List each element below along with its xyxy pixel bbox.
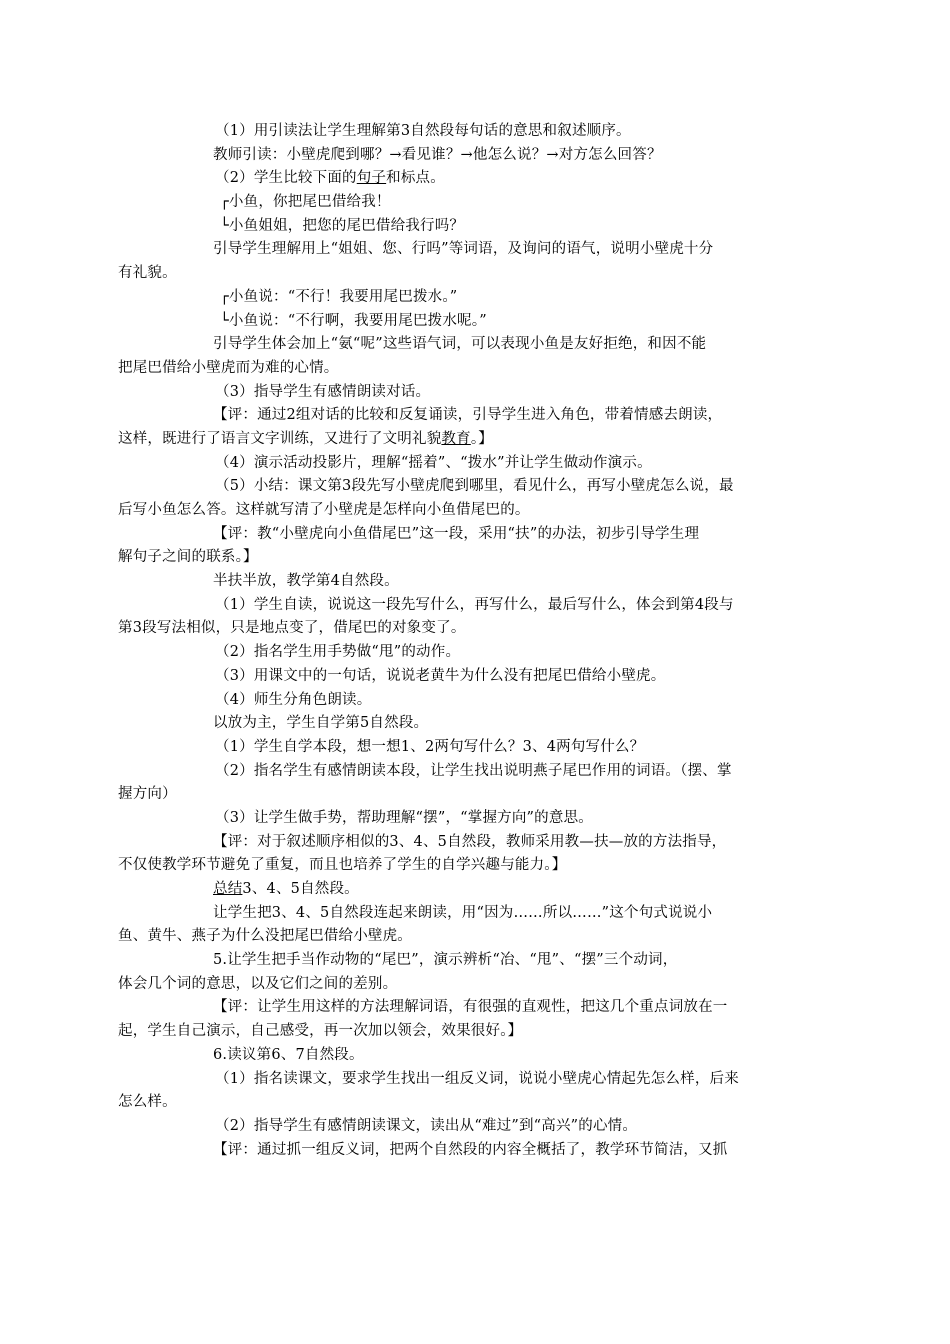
text-line: （4）演示活动投影片，理解“摇着”、“拨水”并让学生做动作演示。	[215, 454, 652, 471]
text-line: 把尾巴借给小壁虎而为难的心情。	[118, 359, 339, 376]
text-line: （3）指导学生有感情朗读对话。	[215, 383, 431, 400]
text-line: 第3段写法相似，只是地点变了，借尾巴的对象变了。	[118, 620, 466, 637]
text-line: 后写小鱼怎么答。这样就写清了小壁虎是怎样向小鱼借尾巴的。	[118, 502, 530, 518]
text-segment: （2）学生比较下面的	[215, 170, 357, 187]
comment-line: 解句子之间的联系。】	[118, 549, 258, 566]
text-line	[118, 878, 808, 902]
text-line: 引导学生体会加上“氨“呢”这些语气词，可以表现小鱼是友好拒绝，和因不能	[213, 336, 707, 353]
comment-line: 【评：让学生用这样的方法理解词语，有很强的直观性，把这几个重点词放在一	[213, 999, 728, 1016]
text-line: 让学生把3、4、5自然段连起来朗读，用“因为……所以……”这个句式说说小	[213, 904, 713, 921]
underlined-link-jiaoyu[interactable]: 教育	[441, 430, 471, 447]
text-line: 6.读议第6、7自然段。	[213, 1046, 364, 1063]
underlined-link-juzi[interactable]: 句子	[356, 170, 387, 187]
text-line: └小鱼说：“不行啊，我要用尾巴拨水呢。”	[220, 312, 487, 329]
text-line: 握方向）	[118, 786, 177, 803]
text-line: （1）指名读课文，要求学生找出一组反义词，说说小壁虎心情起先怎么样，后来	[215, 1070, 739, 1087]
text-line: ┌小鱼，你把尾巴借给我！	[220, 194, 391, 211]
text-segment: 。】	[470, 430, 493, 447]
text-line: 5.让学生把手当作动物的“尾巴”，演示辨析“冶、“甩”、“摆”三个动词，	[213, 952, 678, 969]
text-line: （1）学生自学本段，想一想1、2两句写什么？3、4两句写什么？	[215, 738, 645, 755]
text-line: （1）学生自读，说说这一段先写什么，再写什么，最后写什么，体会到第4段与	[215, 596, 734, 613]
text-line: 体会几个词的意思，以及它们之间的差别。	[118, 975, 398, 992]
comment-line: 【评：教“小壁虎向小鱼借尾巴”这一段，采用“扶”的办法，初步引导学生理	[213, 525, 700, 542]
comment-line: 不仅使教学环节避免了重复，而且也培养了学生的自学兴趣与能力。】	[118, 857, 567, 874]
underlined-link-zongjie[interactable]: 总结	[213, 881, 243, 897]
text-segment: 和标点。	[386, 170, 445, 187]
text-line: 教师引读：小壁虎爬到哪？→看见谁？→他怎么说？→对方怎么回答？	[213, 146, 662, 163]
comment-line: 【评：通过2组对话的比较和反复诵读，引导学生进入角色，带着情感去朗读，	[213, 407, 723, 424]
text-line: （3）用课文中的一句话，说说老黄牛为什么没有把尾巴借给小壁虎。	[215, 667, 666, 684]
text-segment: 3、4、5自然段。	[242, 881, 359, 897]
text-line: └小鱼姐姐，把您的尾巴借给我行吗？	[220, 217, 465, 234]
document-body	[118, 120, 808, 1162]
text-line: （2）指导学生有感情朗读课文，读出从“难过”到“高兴”的心情。	[215, 1117, 638, 1134]
text-line: ┌小鱼说：“不行！我要用尾巴拨水。”	[220, 288, 458, 305]
text-line: 半扶半放，教学第4自然段。	[213, 573, 399, 590]
text-line: 怎么样。	[118, 1094, 177, 1111]
comment-line: 【评：对于叙述顺序相似的3、4、5自然段，教师采用教—扶—放的方法指导，	[213, 833, 727, 850]
text-line: 引导学生理解用上“姐姐、您、行吗”等词语，及询问的语气，说明小壁虎十分	[213, 241, 714, 258]
text-line: 鱼、黄牛、燕子为什么没把尾巴借给小壁虎。	[118, 928, 412, 945]
text-line: （4）师生分角色朗读。	[215, 691, 372, 708]
text-line: 有礼貌。	[118, 265, 177, 282]
text-line: （5）小结：课文第3段先写小壁虎爬到哪里，看见什么，再写小壁虎怎么说，最	[215, 478, 734, 495]
text-line: （2）指名学生有感情朗读本段，让学生找出说明燕子尾巴作用的词语。（摆、掌	[215, 762, 732, 779]
text-line: （3）让学生做手势，帮助理解“摆”，“掌握方向”的意思。	[215, 809, 593, 826]
text-segment: 这样，既进行了语言文字训练，又进行了文明礼貌	[118, 430, 442, 447]
text-line	[118, 167, 808, 191]
text-line: 以放为主，学生自学第5自然段。	[213, 715, 429, 732]
comment-line: 【评：通过抓一组反义词，把两个自然段的内容全概括了，教学环节简洁，又抓	[213, 1141, 728, 1158]
comment-line: 起，学生自己演示，自己感受，再一次加以领会，效果很好。】	[118, 1023, 523, 1040]
text-line: （2）指名学生用手势做“甩”的动作。	[215, 644, 461, 661]
text-line: （1）用引读法让学生理解第3自然段每句话的意思和叙述顺序。	[215, 123, 631, 139]
comment-line	[118, 428, 808, 452]
